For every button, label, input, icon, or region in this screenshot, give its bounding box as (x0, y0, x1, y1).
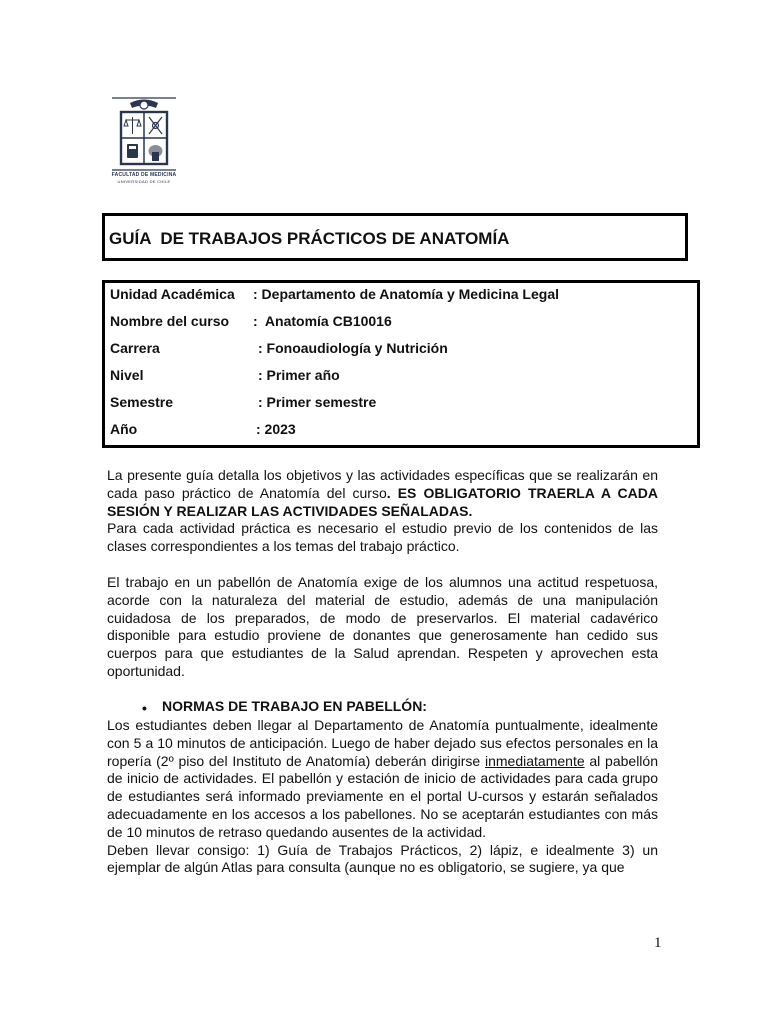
bullet-icon: • (142, 700, 147, 716)
info-value: : Fonoaudiología y Nutrición (258, 340, 448, 356)
info-row-course (110, 313, 392, 333)
info-value: : Primer año (258, 367, 340, 383)
info-label: Semestre (110, 394, 174, 410)
intro-paragraph (107, 467, 658, 556)
section-heading-rules: NORMAS DE TRABAJO EN PABELLÓN: (162, 698, 427, 714)
info-label: Unidad Académica (110, 286, 235, 302)
rules-text-3: Deben llevar consigo: 1) Guía de Trabajos Prácticos, 2) lápiz, e idealmente 3) un ejemplar de algún Atlas para consulta (aunque no es obligatorio, se sugiere, ya que (107, 841, 658, 876)
info-row-career (110, 340, 448, 360)
info-label: Nivel (110, 367, 144, 383)
intro-mandatory-note: . ES OBLIGATORIO TRAERLA A CADA SESIÓN Y REALIZAR LAS ACTIVIDADES SEÑALADAS. (107, 484, 659, 519)
document-title: GUÍA DE TRABAJOS PRÁCTICOS DE ANATOMÍA (109, 229, 510, 248)
intro-text: La presente guía detalla los objetivos y las actividades específicas que se realizarán en cada paso práctico de Anatomía del curso (107, 467, 658, 501)
info-value: : Anatomía CB10016 (253, 313, 392, 329)
respect-paragraph: El trabajo en un pabellón de Anatomía exige de los alumnos una actitud respetuosa, acorde con la naturaleza del material de estudio, además de una manipulación cuidadosa de los preparados, de modo de preservarlos. El material cadavérico disponible para estudio proviene de donantes que generosamente han cedido sus cuerpos para que estudiantes de la Salud aprendan. Respeten y aprovechen esta oportunidad. (107, 574, 658, 679)
info-label: Nombre del curso (110, 313, 230, 329)
page-number: 1 (654, 935, 662, 951)
logo-caption-faculty: FACULTAD DE MEDICINA (111, 172, 177, 178)
info-value: : 2023 (256, 421, 296, 437)
info-row-semester (110, 394, 377, 414)
info-label: Carrera (110, 340, 160, 356)
rules-text-2: al pabellón de inicio de actividades. El pabellón y estación de inicio de actividades para cada grupo de estudiantes será informado previamente en el portal U-cursos y estarán señalados adecuadamente en los accesos a los pabellones. No se aceptarán estudiantes con más de 10 minutos de retraso quedando ausentes de la actividad. (107, 752, 658, 840)
info-label: Año (110, 421, 138, 437)
intro-second-text: Para cada actividad práctica es necesario el estudio previo de los contenidos de las clases correspondientes a los temas del trabajo práctico. (107, 520, 658, 555)
logo-caption-university: UNIVERSIDAD DE CHILE (117, 179, 171, 184)
info-row-level (110, 367, 340, 387)
info-row-year (110, 421, 296, 441)
info-value: : Primer semestre (258, 394, 377, 410)
rules-paragraph (107, 717, 658, 877)
course-info-box (102, 280, 700, 448)
info-value: : Departamento de Anatomía y Medicina Legal (253, 286, 559, 302)
rules-text-1: Los estudiantes deben llegar al Departamento de Anatomía puntualmente, idealmente con 5 a 10 minutos de anticipación. Luego de haber dejado sus efectos personales en la ropería (2º piso del Instituto de Anatomía) deberán dirigirse (107, 717, 658, 769)
title-box (102, 213, 688, 261)
info-row-unit (110, 286, 559, 306)
rules-underlined-word: inmediatamente (485, 752, 585, 769)
